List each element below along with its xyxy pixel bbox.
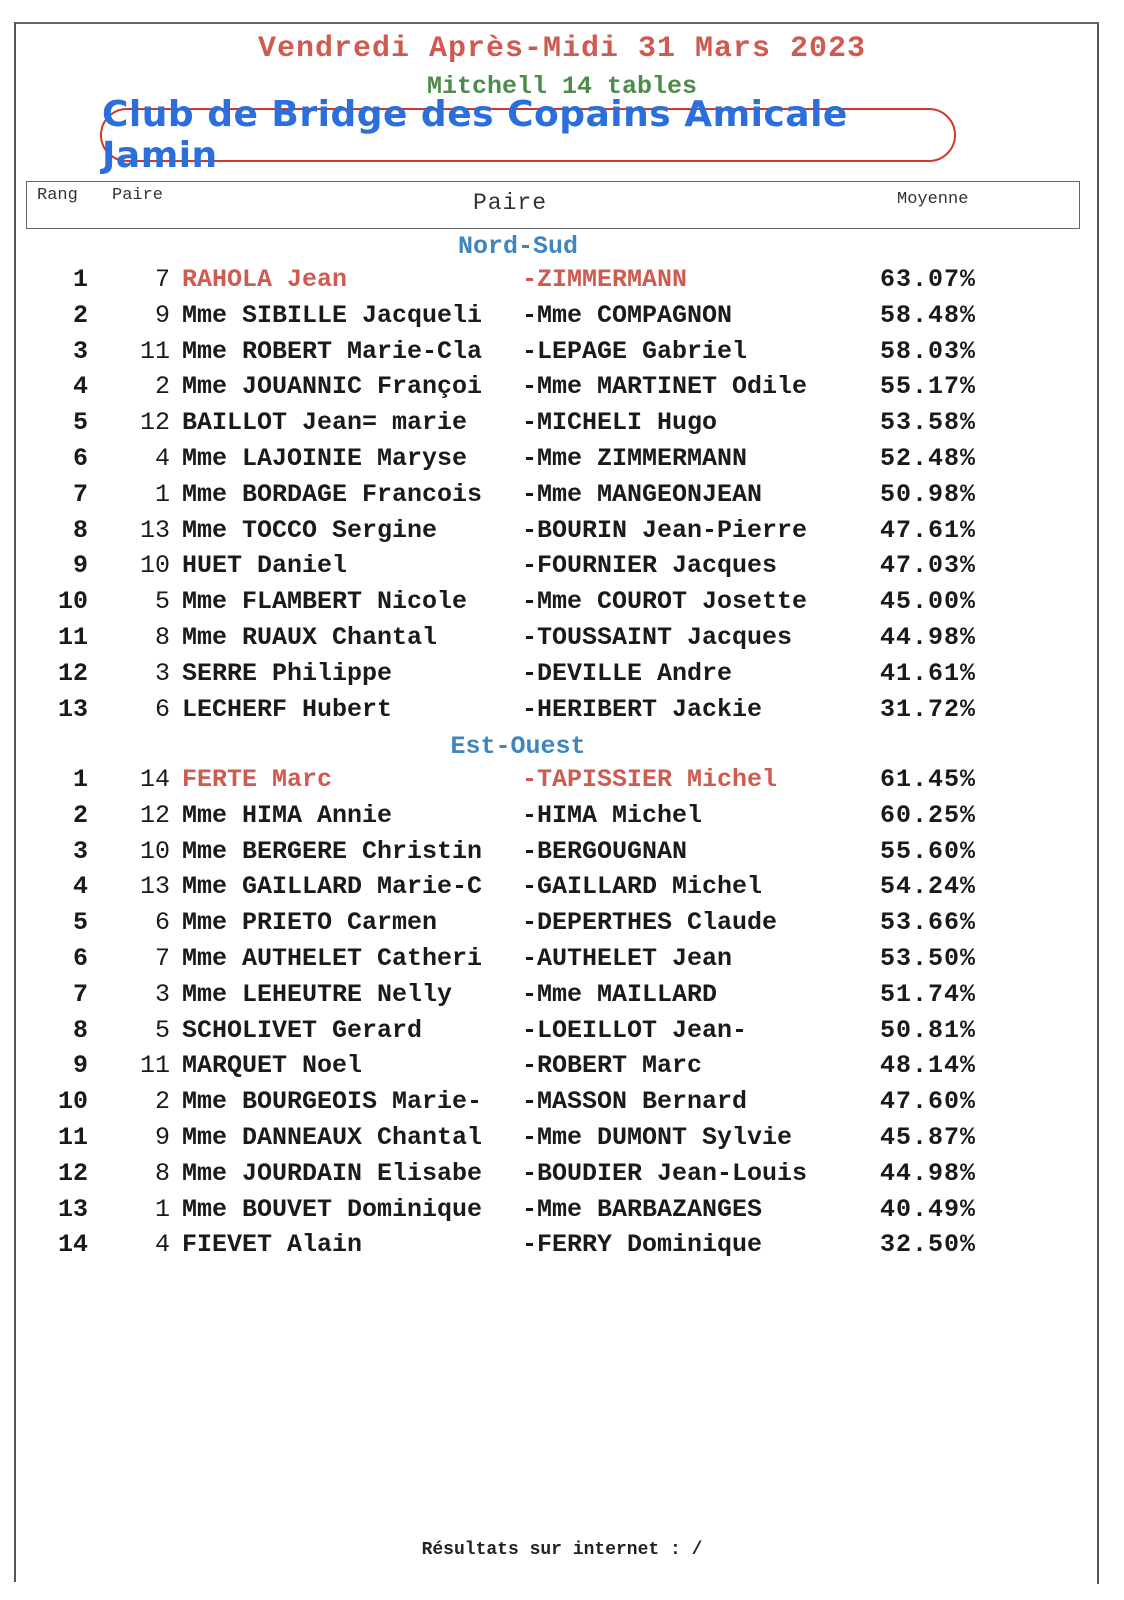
pair-number-cell: 7 xyxy=(154,265,170,294)
pair-number-cell: 1 xyxy=(154,479,170,509)
page-border-top xyxy=(14,22,1099,24)
score-cell: 47.61% xyxy=(880,515,977,545)
column-moyenne: Moyenne xyxy=(897,190,969,209)
column-paire-number: Paire xyxy=(112,186,164,205)
score-cell: 61.45% xyxy=(880,765,977,794)
score-cell: 50.81% xyxy=(880,1015,977,1045)
player-two-cell: -GAILLARD Michel xyxy=(522,872,763,902)
player-two-cell: -Mme COUROT Josette xyxy=(522,587,808,617)
player-one-cell: Mme LEHEUTRE Nelly xyxy=(182,979,453,1009)
pair-number-cell: 10 xyxy=(139,551,170,581)
rank-cell: 7 xyxy=(72,979,88,1009)
score-cell: 31.72% xyxy=(880,694,977,724)
pair-number-cell: 11 xyxy=(139,1051,170,1081)
player-two-cell: -BOURIN Jean-Pierre xyxy=(522,515,808,545)
result-row xyxy=(0,513,1124,549)
rank-cell: 7 xyxy=(72,479,88,509)
player-two-cell: -LOEILLOT Jean- xyxy=(522,1015,748,1045)
pair-number-cell: 6 xyxy=(154,908,170,938)
result-row xyxy=(0,620,1124,656)
score-cell: 50.98% xyxy=(880,479,977,509)
result-row xyxy=(0,548,1124,584)
rank-cell: 1 xyxy=(72,265,88,294)
score-cell: 54.24% xyxy=(880,872,977,902)
club-banner xyxy=(100,94,956,176)
player-one-cell: Mme LAJOINIE Maryse xyxy=(182,444,468,473)
player-two-cell: -Mme ZIMMERMANN xyxy=(522,444,748,473)
player-one-cell: Mme TOCCO Sergine xyxy=(182,515,438,545)
session-date: Vendredi Après-Midi 31 Mars 2023 xyxy=(257,32,867,66)
pair-number-cell: 8 xyxy=(154,1158,170,1188)
result-row xyxy=(0,1227,1124,1263)
player-two-cell: -ROBERT Marc xyxy=(522,1051,703,1081)
player-one-cell: Mme GAILLARD Marie-C xyxy=(182,872,483,902)
pair-number-cell: 9 xyxy=(154,1123,170,1152)
score-cell: 45.00% xyxy=(880,587,977,617)
player-two-cell: -TOUSSAINT Jacques xyxy=(522,623,793,652)
rank-cell: 9 xyxy=(72,551,88,581)
score-cell: 63.07% xyxy=(880,265,977,294)
score-cell: 52.48% xyxy=(880,444,977,473)
pair-number-cell: 1 xyxy=(154,1194,170,1224)
pair-number-cell: 8 xyxy=(154,623,170,652)
result-row xyxy=(0,1048,1124,1084)
player-one-cell: SERRE Philippe xyxy=(182,658,393,688)
pair-number-cell: 10 xyxy=(139,836,170,866)
player-two-cell: -Mme MARTINET Odile xyxy=(522,372,808,402)
score-cell: 44.98% xyxy=(880,1158,977,1188)
rank-cell: 10 xyxy=(57,587,88,617)
player-one-cell: Mme SIBILLE Jacqueli xyxy=(182,300,483,330)
result-row xyxy=(0,869,1124,905)
pair-number-cell: 7 xyxy=(154,944,170,973)
player-one-cell: Mme BOUVET Dominique xyxy=(182,1194,483,1224)
rank-cell: 12 xyxy=(57,658,88,688)
rank-cell: 13 xyxy=(57,1194,88,1224)
result-row xyxy=(0,477,1124,513)
rank-cell: 4 xyxy=(72,372,88,402)
player-two-cell: -HERIBERT Jackie xyxy=(522,694,763,724)
result-row xyxy=(0,584,1124,620)
result-row xyxy=(0,1084,1124,1120)
player-one-cell: Mme JOUANNIC Françoi xyxy=(182,372,483,402)
player-one-cell: LECHERF Hubert xyxy=(182,694,393,724)
player-one-cell: SCHOLIVET Gerard xyxy=(182,1015,423,1045)
rank-cell: 8 xyxy=(72,515,88,545)
player-one-cell: Mme ROBERT Marie-Cla xyxy=(182,336,483,366)
pair-number-cell: 5 xyxy=(154,1015,170,1045)
score-cell: 40.49% xyxy=(880,1194,977,1224)
column-rang: Rang xyxy=(37,186,78,205)
rank-cell: 8 xyxy=(72,1015,88,1045)
player-one-cell: BAILLOT Jean= marie xyxy=(182,408,468,438)
rank-cell: 3 xyxy=(72,336,88,366)
rank-cell: 5 xyxy=(72,408,88,438)
result-row xyxy=(0,692,1124,728)
player-one-cell: Mme BORDAGE Francois xyxy=(182,479,483,509)
rank-cell: 14 xyxy=(57,1230,88,1260)
pair-number-cell: 13 xyxy=(139,872,170,902)
player-one-cell: Mme FLAMBERT Nicole xyxy=(182,587,468,617)
pair-number-cell: 2 xyxy=(154,1087,170,1117)
score-cell: 51.74% xyxy=(880,979,977,1009)
player-one-cell: Mme JOURDAIN Elisabe xyxy=(182,1158,483,1188)
player-two-cell: -Mme BARBAZANGES xyxy=(522,1194,763,1224)
result-row xyxy=(0,1156,1124,1192)
footer-internet-note: Résultats sur internet : / xyxy=(421,1540,703,1560)
movement-info: Mitchell 14 tables xyxy=(426,72,698,101)
pair-number-cell: 13 xyxy=(139,515,170,545)
player-one-cell: Mme RUAUX Chantal xyxy=(182,623,438,652)
player-two-cell: -Mme MANGEONJEAN xyxy=(522,479,763,509)
rank-cell: 2 xyxy=(72,300,88,330)
rank-cell: 5 xyxy=(72,908,88,938)
player-two-cell: -DEPERTHES Claude xyxy=(522,908,778,938)
result-row xyxy=(0,834,1124,870)
player-one-cell: Mme PRIETO Carmen xyxy=(182,908,438,938)
player-one-cell: Mme HIMA Annie xyxy=(182,800,393,830)
player-two-cell: -Mme DUMONT Sylvie xyxy=(522,1123,793,1152)
player-two-cell: -ZIMMERMANN xyxy=(522,265,688,294)
result-row xyxy=(0,1013,1124,1049)
column-header xyxy=(26,181,1080,229)
player-two-cell: -MASSON Bernard xyxy=(522,1087,748,1117)
rank-cell: 9 xyxy=(72,1051,88,1081)
score-cell: 58.03% xyxy=(880,336,977,366)
player-two-cell: -FOURNIER Jacques xyxy=(522,551,778,581)
result-row xyxy=(0,762,1124,798)
result-row xyxy=(0,405,1124,441)
rank-cell: 11 xyxy=(57,623,88,652)
player-two-cell: -Mme MAILLARD xyxy=(522,979,718,1009)
player-one-cell: FERTE Marc xyxy=(182,765,333,794)
pair-number-cell: 11 xyxy=(139,336,170,366)
result-row xyxy=(0,656,1124,692)
pair-number-cell: 5 xyxy=(154,587,170,617)
score-cell: 48.14% xyxy=(880,1051,977,1081)
result-row xyxy=(0,941,1124,977)
score-cell: 55.17% xyxy=(880,372,977,402)
rank-cell: 6 xyxy=(72,444,88,473)
player-two-cell: -HIMA Michel xyxy=(522,800,703,830)
score-cell: 44.98% xyxy=(880,623,977,652)
player-two-cell: -DEVILLE Andre xyxy=(522,658,733,688)
pair-number-cell: 4 xyxy=(154,1230,170,1260)
score-cell: 53.58% xyxy=(880,408,977,438)
pair-number-cell: 6 xyxy=(154,694,170,724)
player-one-cell: MARQUET Noel xyxy=(182,1051,363,1081)
result-row xyxy=(0,1120,1124,1156)
player-one-cell: Mme AUTHELET Catheri xyxy=(182,944,483,973)
player-one-cell: FIEVET Alain xyxy=(182,1230,363,1260)
player-two-cell: -TAPISSIER Michel xyxy=(522,765,778,794)
result-row xyxy=(0,905,1124,941)
pair-number-cell: 12 xyxy=(139,408,170,438)
result-row xyxy=(0,798,1124,834)
player-one-cell: Mme BOURGEOIS Marie- xyxy=(182,1087,483,1117)
player-two-cell: -MICHELI Hugo xyxy=(522,408,718,438)
player-two-cell: -Mme COMPAGNON xyxy=(522,300,733,330)
section-title-nord-sud: Nord-Sud xyxy=(457,232,579,261)
rank-cell: 2 xyxy=(72,800,88,830)
section-title-est-ouest: Est-Ouest xyxy=(450,732,586,761)
result-row xyxy=(0,262,1124,298)
rank-cell: 13 xyxy=(57,694,88,724)
score-cell: 53.50% xyxy=(880,944,977,973)
result-row xyxy=(0,441,1124,477)
pair-number-cell: 12 xyxy=(139,800,170,830)
player-one-cell: Mme DANNEAUX Chantal xyxy=(182,1123,483,1152)
player-two-cell: -LEPAGE Gabriel xyxy=(522,336,748,366)
club-title: Club de Bridge des Copains Amicale Jamin xyxy=(102,94,848,176)
score-cell: 41.61% xyxy=(880,658,977,688)
player-one-cell: Mme BERGERE Christin xyxy=(182,836,483,866)
column-paire: Paire xyxy=(473,190,548,216)
pair-number-cell: 4 xyxy=(154,444,170,473)
result-row xyxy=(0,1192,1124,1228)
pair-number-cell: 14 xyxy=(139,765,170,794)
rank-cell: 4 xyxy=(72,872,88,902)
pair-number-cell: 3 xyxy=(154,979,170,1009)
rank-cell: 3 xyxy=(72,836,88,866)
pair-number-cell: 2 xyxy=(154,372,170,402)
pair-number-cell: 3 xyxy=(154,658,170,688)
result-row xyxy=(0,334,1124,370)
rank-cell: 11 xyxy=(57,1123,88,1152)
score-cell: 53.66% xyxy=(880,908,977,938)
score-cell: 47.03% xyxy=(880,551,977,581)
player-two-cell: -AUTHELET Jean xyxy=(522,944,733,973)
rank-cell: 1 xyxy=(72,765,88,794)
player-two-cell: -FERRY Dominique xyxy=(522,1230,763,1260)
result-row xyxy=(0,977,1124,1013)
score-cell: 60.25% xyxy=(880,800,977,830)
player-one-cell: RAHOLA Jean xyxy=(182,265,348,294)
player-one-cell: HUET Daniel xyxy=(182,551,348,581)
pair-number-cell: 9 xyxy=(154,300,170,330)
rank-cell: 10 xyxy=(57,1087,88,1117)
score-cell: 55.60% xyxy=(880,836,977,866)
rank-cell: 6 xyxy=(72,944,88,973)
player-two-cell: -BOUDIER Jean-Louis xyxy=(522,1158,808,1188)
score-cell: 45.87% xyxy=(880,1123,977,1152)
score-cell: 47.60% xyxy=(880,1087,977,1117)
rank-cell: 12 xyxy=(57,1158,88,1188)
result-row xyxy=(0,298,1124,334)
score-cell: 58.48% xyxy=(880,300,977,330)
player-two-cell: -BERGOUGNAN xyxy=(522,836,688,866)
score-cell: 32.50% xyxy=(880,1230,977,1260)
result-row xyxy=(0,369,1124,405)
